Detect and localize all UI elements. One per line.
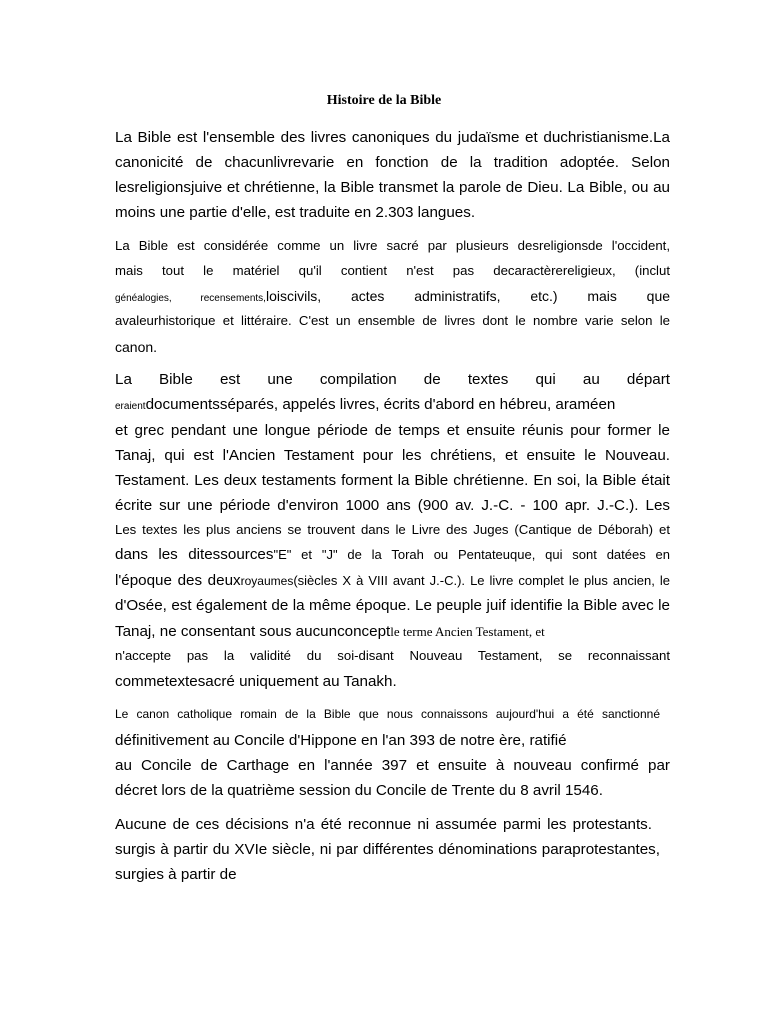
text-line: d'Osée, est également de la même époque. Le peuple juif identifie la Bible avec le	[115, 597, 670, 614]
text-line: et grec pendant une longue période de temps et ensuite réunis pour former le	[115, 422, 670, 439]
text-line	[115, 397, 670, 412]
text-line: mais tout le matériel qu'il contient n'est pas decaractèrereligieux, (inclut	[115, 263, 670, 278]
text-span: royaumes	[240, 574, 294, 588]
text-span: généalogies, recensements,	[115, 293, 266, 304]
text-line: définitivement au Concile d'Hippone en l'an 393 de notre ère, ratifié	[115, 732, 567, 749]
text-line: La Bible est une compilation de textes qui au départ	[115, 371, 670, 388]
text-line	[115, 573, 670, 588]
text-span: (siècles X à VIII avant J.-C.). Le livre complet le plus ancien, le	[293, 573, 670, 588]
text-line	[115, 547, 670, 562]
text-span: l'époque des deux	[115, 572, 241, 589]
text-line: avaleurhistorique et littéraire. C'est un ensemble de livres dont le nombre varie selon le	[115, 313, 670, 328]
text-line: Les textes les plus anciens se trouvent dans le Livre des Juges (Cantique de Déborah) et	[115, 522, 670, 537]
text-line: Le canon catholique romain de la Bible que nous connaissons aujourd'hui a été sanctionné	[115, 707, 660, 721]
text-line: La Bible est considérée comme un livre sacré par plusieurs desreligionsde l'occident,	[115, 238, 670, 253]
text-line: n'accepte pas la validité du soi-disant Nouveau Testament, se reconnaissant	[115, 648, 670, 663]
text-span: eraient	[115, 401, 146, 412]
text-line	[115, 624, 670, 639]
text-line: écrite sur une période d'environ 1000 ans (900 av. J.-C. - 100 apr. J.-C.). Les	[115, 497, 670, 514]
text-line: Testament. Les deux testaments forment la Bible chrétienne. En soi, la Bible était	[115, 472, 670, 489]
text-line: canon.	[115, 339, 158, 355]
text-span: le terme Ancien Testament, et	[390, 624, 545, 639]
text-span: documentsséparés, appelés livres, écrits d'abord en hébreu, araméen	[145, 396, 616, 413]
text-line: Tanaj, qui est l'Ancien Testament pour les chrétiens, et ensuite le Nouveau.	[115, 447, 670, 464]
text-line: La Bible est l'ensemble des livres canoniques du judaïsme et duchristianisme.La	[115, 129, 670, 146]
text-span: dans les ditessources	[115, 546, 274, 563]
text-span: Tanaj, ne consentant sous aucunconcept	[115, 623, 391, 640]
text-line: Aucune de ces décisions n'a été reconnue ni assumée parmi les protestants.	[115, 816, 652, 833]
text-line: au Concile de Carthage en l'année 397 et ensuite à nouveau confirmé par	[115, 757, 670, 774]
text-line: surgis à partir du XVIe siècle, ni par différentes dénominations paraprotestantes,	[115, 841, 660, 858]
text-line: décret lors de la quatrième session du Concile de Trente du 8 avril 1546.	[115, 782, 603, 799]
text-span: loiscivils, actes administratifs, etc.) mais que	[265, 288, 671, 304]
text-line: canonicité de chacunlivrevarie en fonction de la tradition adoptée. Selon	[115, 154, 670, 171]
text-line: commetextesacré uniquement au Tanakh.	[115, 673, 397, 690]
text-line: surgies à partir de	[115, 866, 237, 883]
text-line: lesreligionsjuive et chrétienne, la Bible transmet la parole de Dieu. La Bible, ou au	[115, 179, 670, 196]
text-line: moins une partie d'elle, est traduite en 2.303 langues.	[115, 204, 476, 221]
page-title: Histoire de la Bible	[326, 93, 442, 108]
text-line	[115, 289, 670, 304]
text-span: "E" et "J" de la Torah ou Pentateuque, qui sont datées en	[273, 547, 670, 562]
